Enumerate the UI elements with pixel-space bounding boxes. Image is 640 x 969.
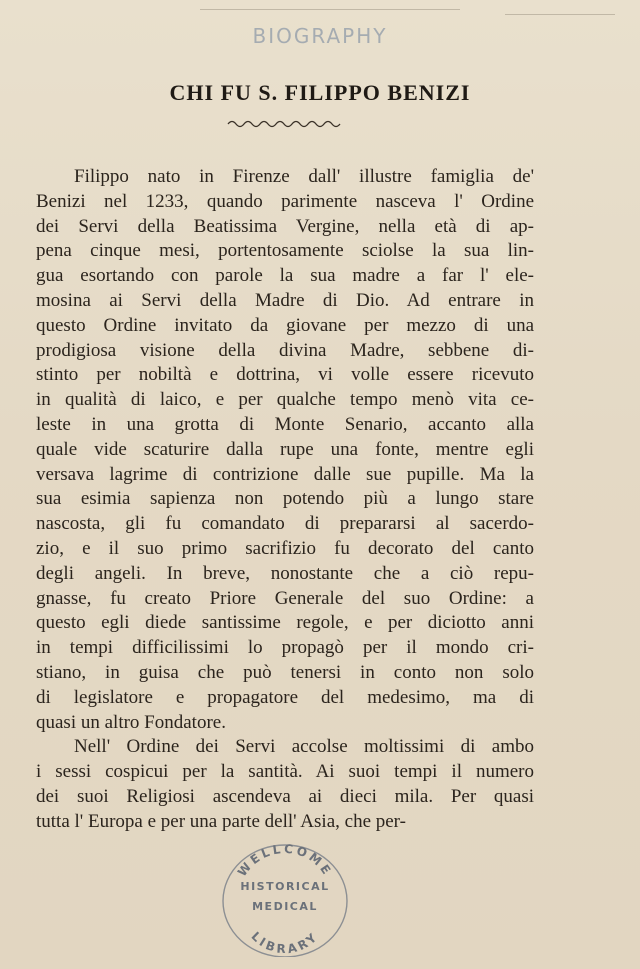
text-line: leste in una grotta di Monte Senario, accanto alla bbox=[36, 413, 534, 435]
text-line: i sessi cospicui per la santità. Ai suoi tempi il numero bbox=[36, 761, 534, 783]
text-line: quale vide scaturire dalla rupe una fonte, mentre egli bbox=[36, 438, 534, 460]
stamp-bottom-arc: LIBRARY bbox=[248, 928, 322, 957]
text-line: in qualità di laico, e per qualche tempo menò vita ce- bbox=[36, 389, 534, 411]
top-edge-mark bbox=[200, 9, 460, 10]
text-line: stiano, in guisa che può tenersi in conto non solo bbox=[36, 661, 534, 683]
paragraph bbox=[36, 165, 534, 735]
page-title: CHI FU S. FILIPPO BENIZI bbox=[169, 80, 471, 105]
text-line: versava lagrime di contrizione dalle sue pupille. Ma la bbox=[36, 463, 534, 485]
stamp-line-historical: HISTORICAL bbox=[240, 880, 330, 893]
text-line: di legislatore e propagatore del medesimo, ma di bbox=[36, 686, 534, 708]
text-line: Filippo nato in Firenze dall' illustre famiglia de' bbox=[74, 166, 534, 187]
stamp-top-arc: WELLCOME bbox=[234, 841, 336, 880]
stamp-line-medical: MEDICAL bbox=[252, 900, 318, 913]
text-line: degli angeli. In breve, nonostante che a ciò repu- bbox=[36, 562, 534, 584]
text-line: prodigiosa visione della divina Madre, sebbene di- bbox=[36, 339, 534, 361]
text-line: mosina ai Servi della Madre di Dio. Ad entrare in bbox=[36, 289, 534, 311]
text-line: pena cinque mesi, portentosamente sciolse la sua lin- bbox=[36, 240, 534, 262]
text-line: in tempi difficilissimi lo propagò per il mondo cri- bbox=[36, 637, 534, 659]
top-edge-mark-right bbox=[505, 14, 615, 15]
text-line: dei suoi Religiosi ascendeva ai dieci mila. Per quasi bbox=[36, 785, 534, 807]
text-line: nascosta, gli fu comandato di prepararsi al sacerdo- bbox=[36, 513, 534, 535]
text-line: questo Ordine invitato da giovane per mezzo di una bbox=[36, 314, 534, 336]
text-line: tutta l' Europa e per una parte dell' Asia, che per- bbox=[36, 810, 406, 832]
text-line: Benizi nel 1233, quando parimente nasceva l' Ordine bbox=[36, 190, 534, 212]
paragraph bbox=[36, 735, 534, 834]
library-stamp-seal bbox=[219, 835, 351, 957]
body-text bbox=[36, 165, 534, 835]
text-line: sua esimia sapienza non potendo più a lungo stare bbox=[36, 488, 534, 510]
text-line: gnasse, fu creato Priore Generale del suo Ordine: a bbox=[36, 587, 534, 609]
text-line: Nell' Ordine dei Servi accolse moltissimi di ambo bbox=[74, 736, 534, 758]
text-line: dei Servi della Beatissima Vergine, nella età di ap- bbox=[36, 215, 534, 237]
text-line: stinto per nobiltà e dottrina, vi volle essere ricevuto bbox=[36, 364, 534, 386]
svg-text:WELLCOME bbox=[235, 842, 335, 879]
text-line: questo egli diede santissime regole, e per diciotto anni bbox=[36, 612, 534, 634]
biography-stamp: BIOGRAPHY bbox=[252, 24, 388, 48]
text-line: zio, e il suo primo sacrifizio fu decorato del canto bbox=[36, 537, 534, 559]
text-line: quasi un altro Fondatore. bbox=[36, 711, 226, 733]
wave-ornament bbox=[226, 118, 344, 130]
text-line: gua esortando con parole la sua madre a far l' ele- bbox=[36, 265, 534, 287]
